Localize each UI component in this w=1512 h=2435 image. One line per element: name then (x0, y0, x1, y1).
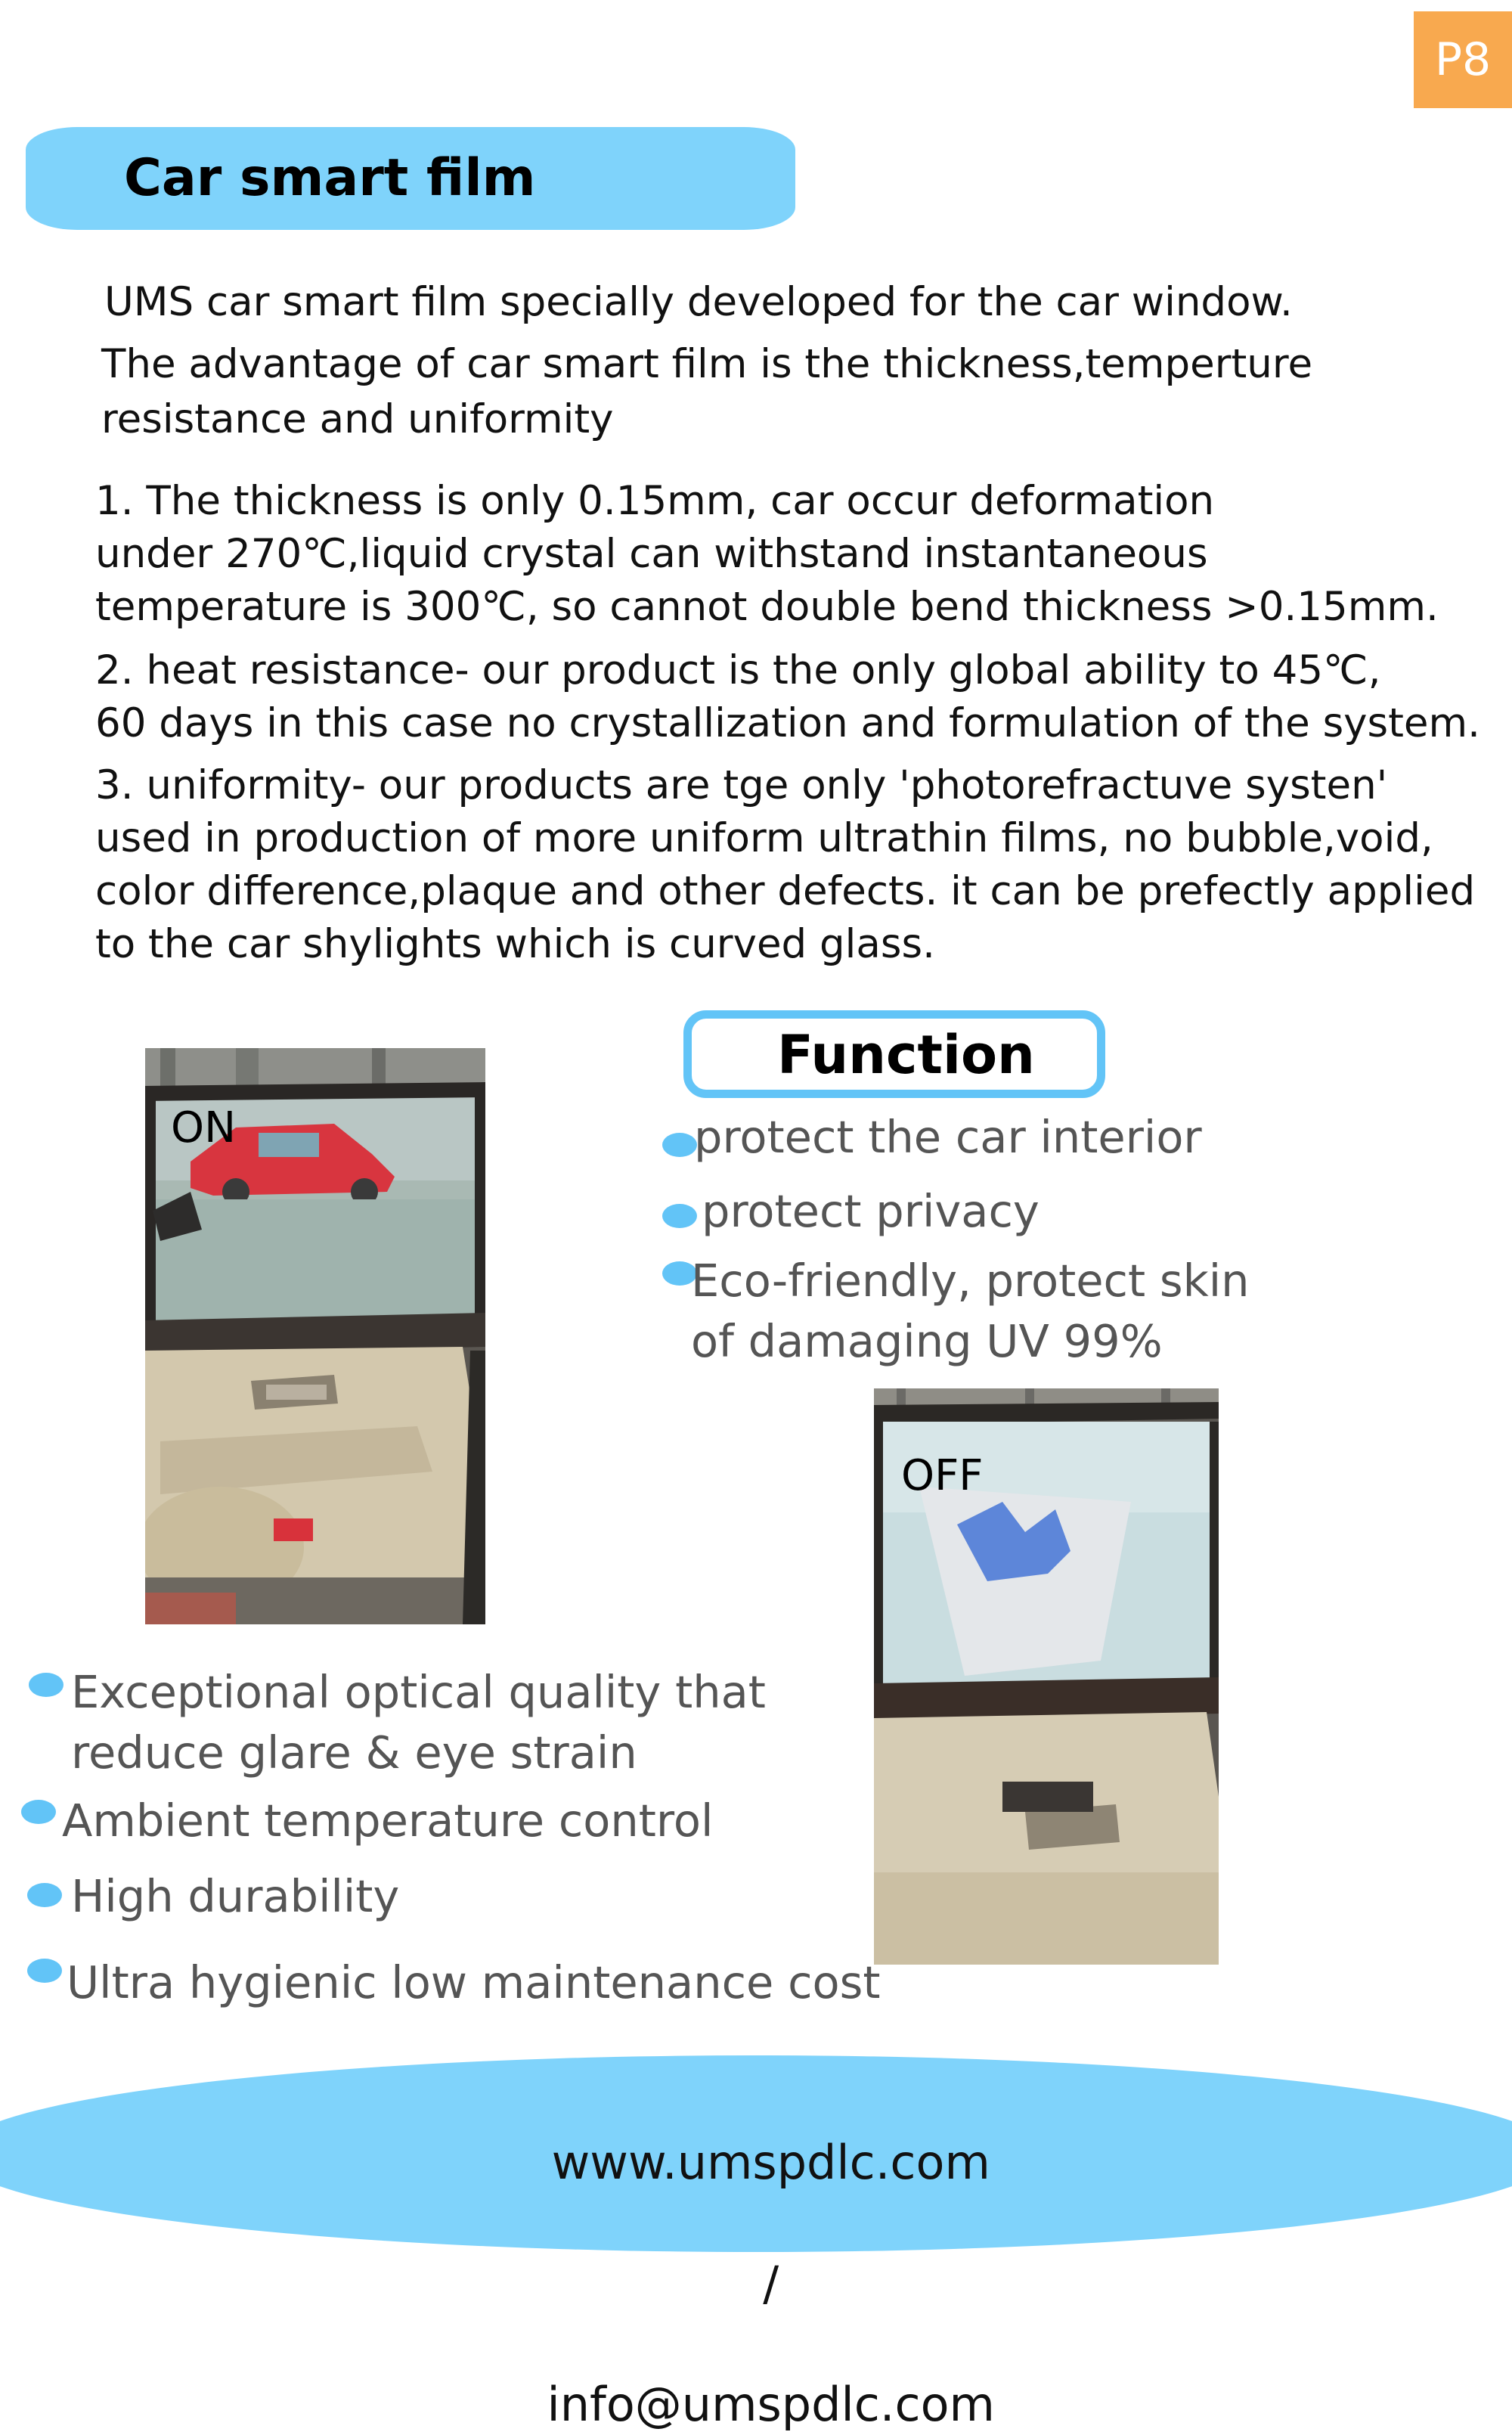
bullet-dot-icon (21, 1800, 56, 1824)
point-line: 3. uniformity- our products are tge only 'photorefractuve systen' (95, 762, 1388, 808)
feature-item: Exceptional optical quality that (71, 1666, 766, 1718)
page-title: Car smart film (124, 148, 536, 208)
feature-item: Ultra hygienic low maintenance cost (67, 1956, 881, 2008)
footer-website-link[interactable]: www.umspdlc.com (551, 2135, 990, 2190)
function-item: of damaging UV 99% (691, 1315, 1163, 1367)
function-item: protect the car interior (694, 1111, 1202, 1163)
bullet-dot-icon (27, 1959, 62, 1983)
point-line: used in production of more uniform ultrathin films, no bubble,void, (95, 815, 1433, 861)
bullet-dot-icon (27, 1883, 62, 1907)
footer-contact (0, 2072, 1512, 2435)
feature-item: High durability (71, 1870, 400, 1922)
function-item: protect privacy (702, 1185, 1040, 1237)
bullet-dot-icon (662, 1204, 697, 1228)
feature-item: reduce glare & eye strain (71, 1726, 637, 1779)
photo-on-label: ON (171, 1103, 236, 1152)
intro-line-1: UMS car smart film specially developed for the car window. (104, 279, 1293, 325)
photo-off-label: OFF (901, 1451, 984, 1500)
feature-item: Ambient temperature control (62, 1794, 714, 1847)
intro-line-3: resistance and uniformity (101, 396, 614, 442)
function-heading: Function (777, 1024, 1035, 1086)
page-number-badge: P8 (1414, 11, 1512, 108)
point-line: temperature is 300℃, so cannot double bend thickness >0.15mm. (95, 584, 1439, 630)
bullet-dot-icon (662, 1133, 697, 1157)
point-line: 2. heat resistance- our product is the only global ability to 45℃, (95, 647, 1381, 693)
bullet-dot-icon (29, 1673, 64, 1697)
point-line: to the car shylights which is curved glass. (95, 921, 935, 967)
point-line: 60 days in this case no crystallization and formulation of the system. (95, 700, 1481, 746)
footer-separator: / (763, 2256, 779, 2311)
point-line: under 270℃,liquid crystal can withstand instantaneous (95, 531, 1208, 577)
point-line: color difference,plaque and other defects. it can be prefectly applied (95, 868, 1476, 914)
footer-email-link[interactable]: info@umspdlc.com (547, 2377, 995, 2432)
intro-line-2: The advantage of car smart film is the thickness,temperture (101, 341, 1313, 387)
function-item: Eco-friendly, protect skin (691, 1255, 1250, 1307)
point-line: 1. The thickness is only 0.15mm, car occur deformation (95, 478, 1215, 524)
